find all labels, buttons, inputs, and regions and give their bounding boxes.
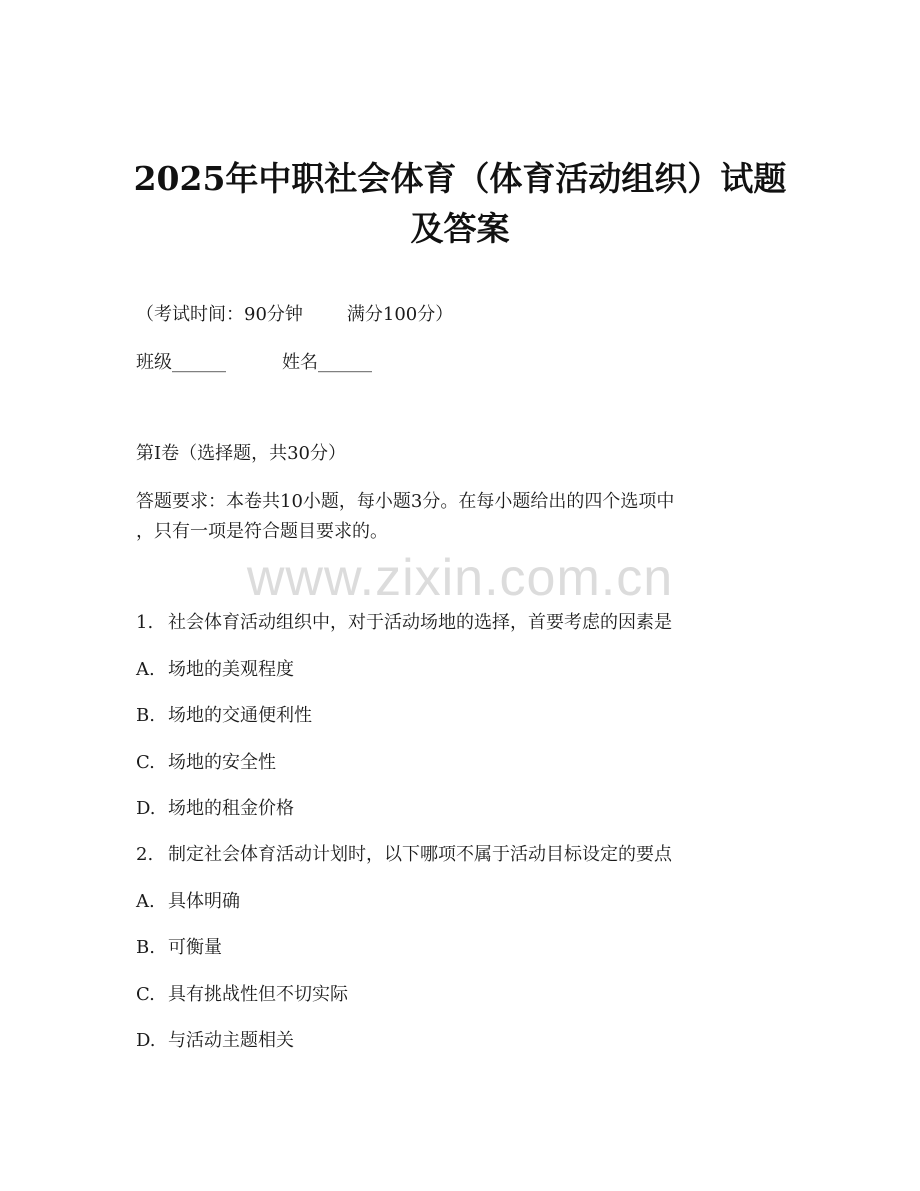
name-field: 姓名______ (282, 352, 372, 373)
option-label: C. (136, 984, 155, 1005)
section-instructions-line1: 答题要求：本卷共10小题，每小题3分。在每小题给出的四个选项中 (136, 491, 675, 512)
section-instructions-line2: ，只有一项是符合题目要求的。 (136, 521, 388, 542)
section-title: 第I卷（选择题，共30分） (136, 443, 347, 464)
option-text: 与活动主题相关 (168, 1030, 294, 1051)
exam-info (136, 302, 453, 328)
question-1 (136, 610, 672, 636)
option-text: 可衡量 (168, 937, 222, 958)
question-2 (136, 842, 672, 868)
question-1-option-b (136, 703, 312, 729)
option-label: B. (136, 705, 155, 726)
option-label: C. (136, 752, 155, 773)
question-text: 制定社会体育活动计划时，以下哪项不属于活动目标设定的要点 (168, 844, 672, 865)
question-2-option-d (136, 1028, 294, 1054)
option-text: 场地的租金价格 (168, 798, 294, 819)
document-title-line2: 及答案 (410, 209, 510, 248)
question-2-option-c (136, 982, 348, 1008)
option-text: 场地的安全性 (168, 752, 276, 773)
exam-score: 满分100分） (346, 304, 454, 325)
watermark: www.zixin.com.cn (246, 549, 674, 607)
question-2-option-a (136, 889, 240, 915)
option-label: A. (136, 659, 155, 680)
question-text: 社会体育活动组织中，对于活动场地的选择，首要考虑的因素是 (168, 612, 672, 633)
question-1-option-a (136, 657, 294, 683)
option-text: 具体明确 (168, 891, 240, 912)
exam-time: （考试时间：90分钟 (136, 304, 303, 325)
question-1-option-d (136, 796, 294, 822)
question-number: 1. (136, 612, 154, 633)
option-text: 场地的美观程度 (168, 659, 294, 680)
document-title-line1: 2025年中职社会体育（体育活动组织）试题 (133, 159, 787, 198)
option-label: B. (136, 937, 155, 958)
option-text: 具有挑战性但不切实际 (168, 984, 348, 1005)
question-2-option-b (136, 935, 222, 961)
student-fields (136, 350, 372, 376)
option-label: D. (136, 798, 156, 819)
option-label: A. (136, 891, 155, 912)
question-number: 2. (136, 844, 154, 865)
question-1-option-c (136, 750, 276, 776)
option-label: D. (136, 1030, 156, 1051)
option-text: 场地的交通便利性 (168, 705, 312, 726)
class-field: 班级______ (136, 352, 226, 373)
